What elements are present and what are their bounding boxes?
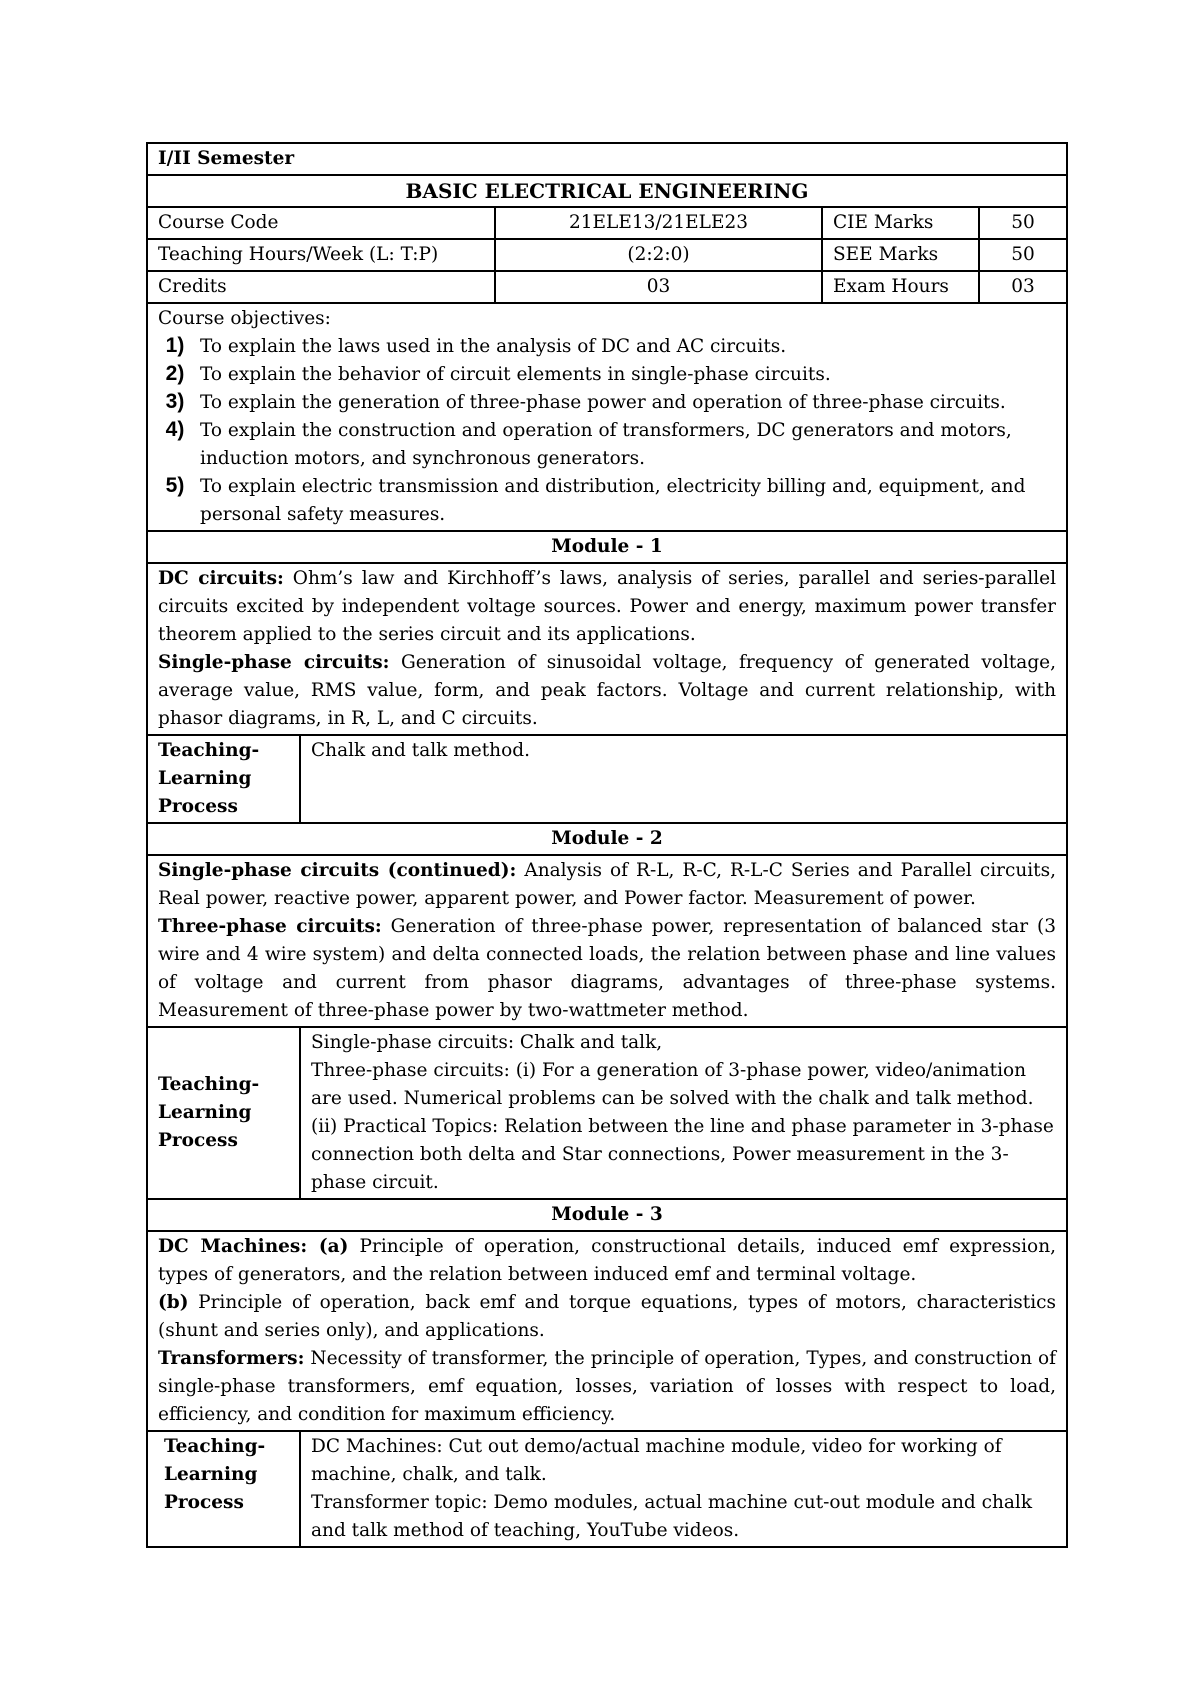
module-3-transformers-heading: Transformers: [158,1348,305,1369]
module-1-dc-text: Ohm’s law and Kirchhoff’s laws, analysis of series, parallel and series-parallel circuits excited by independent voltage sources. Power and energy, maximum power transfer theorem applied to the series circuit and its applications. [158,568,1057,645]
objective-text: To explain electric transmission and distribution, electricity billing and, equipment, and personal safety measures. [200,476,1026,525]
info-row [147,239,1067,271]
module-1-header-row [147,531,1067,563]
objectives-cell [147,303,1067,531]
module-1-paragraph-dc [158,565,1056,649]
module-2-tl-label: Teaching-Learning Process [147,1027,300,1199]
module-3-tl-line: Transformer topic: Demo modules, actual machine cut-out module and chalk and talk method of teaching, YouTube videos. [311,1492,1033,1541]
module-2-title: Module - 2 [147,823,1067,855]
module-3-paragraph-motors [158,1289,1056,1345]
module-3-tl-label: Teaching-Learning Process [147,1431,300,1547]
module-1-content [147,563,1067,735]
info-value-2: 03 [979,271,1067,303]
module-3-transformers-text: Necessity of transformer, the principle of operation, Types, and construction of single-phase transformers, emf equation, losses, variation of losses with respect to load, efficiency, and condition for maximum efficiency. [158,1348,1056,1425]
module-3-paragraph-dc-machines [158,1233,1056,1289]
info-value-2: 50 [979,239,1067,271]
syllabus-table [146,142,1068,1548]
objectives-list [158,333,1056,529]
module-2-tl-line: (ii) Practical Topics: Relation between the line and phase parameter in 3-phase connection both delta and Star connections, Power measurement in the 3-phase circuit. [311,1116,1054,1193]
module-2-tl-content [300,1027,1067,1199]
module-2-tl-row [147,1027,1067,1199]
course-title: BASIC ELECTRICAL ENGINEERING [147,175,1067,207]
info-label: Credits [147,271,495,303]
module-2-paragraph-three-phase [158,913,1056,1025]
module-2-tl-line: Single-phase circuits: Chalk and talk, [311,1032,663,1053]
module-2-single-phase-text: Analysis of R-L, R-C, R-L-C Series and Parallel circuits, Real power, reactive power, apparent power, and Power factor. Measurement of power. [158,860,1056,909]
objective-item [158,389,1056,417]
module-1-title: Module - 1 [147,531,1067,563]
module-1-tl-row [147,735,1067,823]
objective-text: To explain the generation of three-phase power and operation of three-phase circuits. [200,392,1006,413]
info-value: 03 [495,271,822,303]
module-3-dc-text: Principle of operation, constructional details, induced emf expression, types of generators, and the relation between induced emf and terminal voltage. [158,1236,1056,1285]
module-3-content [147,1231,1067,1431]
objective-item [158,333,1056,361]
module-2-paragraph-single-phase [158,857,1056,913]
module-3-tl-row [147,1431,1067,1547]
module-2-three-phase-heading: Three-phase circuits: [158,916,382,937]
module-2-single-phase-heading: Single-phase circuits (continued): [158,860,517,881]
info-row [147,271,1067,303]
module-2-three-phase-text: Generation of three-phase power, representation of balanced star (3 wire and 4 wire system) and delta connected loads, the relation between phase and line values of voltage and current from phasor diagrams, advantages of three-phase systems. Measurement of three-phase power by two-wattmeter method. [158,916,1056,1021]
module-1-content-row [147,563,1067,735]
objectives-heading: Course objectives: [158,308,331,329]
objective-item [158,361,1056,389]
module-3-header-row [147,1199,1067,1231]
module-3-paragraph-transformers [158,1345,1056,1429]
info-value-2: 50 [979,207,1067,239]
objective-text: To explain the behavior of circuit elements in single-phase circuits. [200,364,831,385]
module-1-tl-text: Chalk and talk method. [300,735,1067,823]
objective-item [158,417,1056,473]
objective-number: 3) [165,390,185,413]
semester-row [147,143,1067,175]
course-title-row [147,175,1067,207]
module-2-content [147,855,1067,1027]
module-3-content-row [147,1231,1067,1431]
module-2-content-row [147,855,1067,1027]
info-label-2: SEE Marks [822,239,979,271]
module-1-single-phase-text: Generation of sinusoidal voltage, frequency of generated voltage, average value, RMS value, form, and peak factors. Voltage and current relationship, with phasor diagrams, in R, L, and C circuits. [158,652,1056,729]
syllabus-document [146,142,1066,1548]
module-1-tl-label: Teaching-Learning Process [147,735,300,823]
objective-number: 1) [165,334,185,357]
module-2-header-row [147,823,1067,855]
module-3-part-b: (b) [158,1292,189,1313]
module-3-tl-content [300,1431,1067,1547]
info-label: Teaching Hours/Week (L: T:P) [147,239,495,271]
module-3-part-a: (a) [307,1236,349,1257]
module-3-motors-text: Principle of operation, back emf and torque equations, types of motors, characteristics (shunt and series only), and applications. [158,1292,1056,1341]
objective-number: 5) [165,474,185,497]
module-1-paragraph-single-phase [158,649,1056,733]
module-3-title: Module - 3 [147,1199,1067,1231]
objectives-row [147,303,1067,531]
info-label: Course Code [147,207,495,239]
module-1-dc-heading: DC circuits: [158,568,284,589]
objective-number: 4) [165,418,185,441]
module-3-dc-heading: DC Machines: [158,1236,308,1257]
info-label-2: CIE Marks [822,207,979,239]
module-1-single-phase-heading: Single-phase circuits: [158,652,390,673]
info-label-2: Exam Hours [822,271,979,303]
info-value: 21ELE13/21ELE23 [495,207,822,239]
info-row [147,207,1067,239]
objective-text: To explain the laws used in the analysis of DC and AC circuits. [200,336,787,357]
module-2-tl-line: Three-phase circuits: (i) For a generation of 3-phase power, video/animation are used. Numerical problems can be solved with the chalk and talk method. [311,1060,1034,1109]
semester-label: I/II Semester [147,143,1067,175]
objective-item [158,473,1056,529]
objective-text: To explain the construction and operation of transformers, DC generators and motors, induction motors, and synchronous generators. [200,420,1012,469]
module-3-tl-line: DC Machines: Cut out demo/actual machine module, video for working of machine, chalk, and talk. [311,1436,1002,1485]
objective-number: 2) [165,362,185,385]
info-value: (2:2:0) [495,239,822,271]
